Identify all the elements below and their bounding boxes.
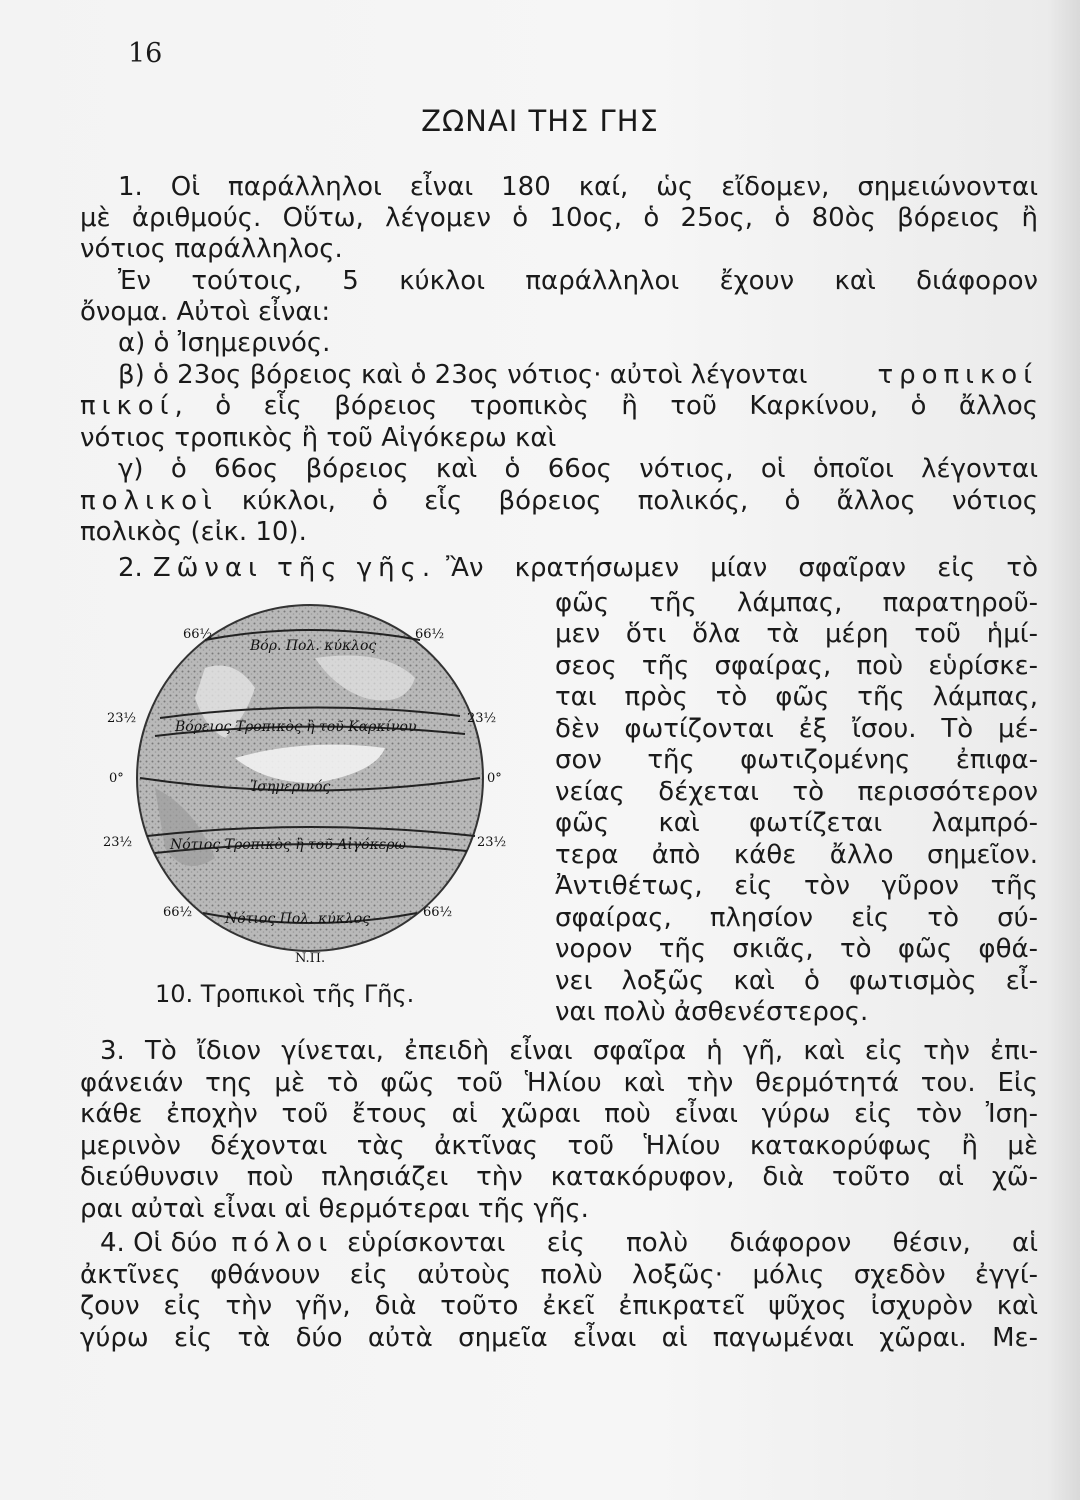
text-line: ὄνομα. Αὐτοὶ εἶναι:: [80, 297, 331, 327]
text-line: τερα ἀπὸ κάθε ἄλλο σημεῖον.: [555, 840, 1038, 870]
text-line: 3. Τὸ ἴδιον γίνεται, ἐπειδὴ εἶναι σφαῖρα ἡ γῆ, καὶ εἰς τὴν ἐπι-: [100, 1036, 1038, 1066]
text-line: μερινὸν δέχονται τὰς ἀκτῖνας τοῦ Ἡλίου κατακορύφως ἢ μὲ: [80, 1131, 1038, 1161]
spaced-term: πικοί: [80, 391, 175, 421]
text-line: δὲν φωτίζονται ἐξ ἴσου. Τὸ μέ-: [555, 714, 1038, 744]
text-line: [80, 486, 1038, 516]
lat-label: 23½: [467, 711, 497, 726]
text-line: νείας δέχεται τὸ περισσότερον: [555, 777, 1038, 807]
text-line: γύρω εἰς τὰ δύο αὐτὰ σημεῖα εἶναι αἱ παγωμέναι χῶραι. Με-: [80, 1323, 1038, 1353]
text-span: β) ὁ 23ος βόρειος καὶ ὁ 23ος νότιος· αὐτοὶ λέγονται: [118, 360, 808, 390]
text-line: φῶς καὶ φωτίζεται λαμπρό-: [555, 808, 1038, 838]
text-line: 1. Οἱ παράλληλοι εἶναι 180 καί, ὡς εἴδομεν, σημειώνονται: [118, 172, 1038, 202]
text-line: σον τῆς φωτιζομένης ἐπιφα-: [555, 745, 1038, 775]
text-line: νορον τῆς σκιᾶς, τὸ φῶς φθά-: [555, 934, 1038, 964]
spaced-term: πολικοὶ: [80, 486, 218, 516]
lat-label: 0°: [109, 771, 124, 786]
globe-figure: [85, 598, 535, 968]
lat-label: 23½: [103, 835, 133, 850]
text-line: νότιος τροπικὸς ἢ τοῦ Αἰγόκερω καὶ: [80, 423, 557, 453]
lat-label: 0°: [487, 771, 502, 786]
text-line: ναι πολὺ ἀσθενέστερος.: [555, 997, 869, 1027]
text-line: [80, 391, 1038, 421]
text-line: ραι αὐταὶ εἶναι αἱ θερμότεραι τῆς γῆς.: [80, 1194, 589, 1224]
text-line: μεν ὅτι ὅλα τὰ μέρη τοῦ ἡμί-: [555, 619, 1038, 649]
text-line: γ) ὁ 66ος βόρειος καὶ ὁ 66ος νότιος, οἱ ὁποῖοι λέγονται: [118, 454, 1038, 484]
section-heading: Ζῶναι τῆς γῆς.: [152, 553, 437, 583]
text-line: νότιος παράλληλος.: [80, 234, 343, 264]
text-span: 4. Οἱ δύο: [100, 1228, 218, 1258]
text-span: , ὁ εἷς βόρειος τροπικὸς ἢ τοῦ Καρκίνου, ὁ ἄλλος: [174, 391, 1038, 421]
text-line: σφαίρας, πλησίον εἰς τὸ σύ-: [555, 903, 1038, 933]
text-line: ἀκτῖνες φθάνουν εἰς αὐτοὺς πολὺ λοξῶς· μόλις σχεδὸν ἐγγί-: [80, 1260, 1038, 1290]
text-line: φάνειάν της μὲ τὸ φῶς τοῦ Ἡλίου καὶ τὴν θερμότητά του. Εἰς: [80, 1068, 1038, 1098]
text-span: κύκλοι, ὁ εἷς βόρειος πολικός, ὁ ἄλλος νότιος: [241, 486, 1038, 516]
text-span: εὑρίσκονται εἰς πολὺ διάφορον θέσιν, αἱ: [347, 1228, 1038, 1258]
text-line: Ἀντιθέτως, εἰς τὸν γῦρον τῆς: [555, 871, 1038, 901]
zone-label: Βόρ. Πολ. κύκλος: [250, 638, 377, 654]
figure-caption: 10. Τροπικοὶ τῆς Γῆς.: [155, 980, 415, 1008]
text-span: Ἂν κρατήσωμεν μίαν σφαῖραν εἰς τὸ: [446, 553, 1038, 583]
lat-label: 66½: [183, 627, 213, 642]
text-line: [118, 360, 1038, 390]
lat-label: N.Π.: [295, 951, 326, 966]
lat-label: 66½: [415, 627, 445, 642]
text-line: ζουν εἰς τὴν γῆν, διὰ τοῦτο ἐκεῖ ἐπικρατεῖ ψῦχος ἰσχυρὸν καὶ: [80, 1291, 1038, 1321]
zone-label: Βόρειος Τροπικὸς ἢ τοῦ Καρκίνου: [175, 719, 417, 735]
text-line: φῶς τῆς λάμπας, παρατηροῦ-: [555, 588, 1038, 618]
text-line: διεύθυνσιν ποὺ πλησιάζει τὴν κατακόρυφον, διὰ τοῦτο αἱ χῶ-: [80, 1162, 1038, 1192]
globe-illustration: [85, 598, 535, 968]
section-heading-line: [118, 553, 1038, 583]
text-line: σεος τῆς σφαίρας, ποὺ εὑρίσκε-: [555, 651, 1038, 681]
text-line: ται πρὸς τὸ φῶς τῆς λάμπας,: [555, 682, 1038, 712]
spaced-term: πόλοι: [231, 1228, 334, 1258]
lat-label: 23½: [107, 711, 137, 726]
chapter-title: ΖΩΝΑΙ ΤΗΣ ΓΗΣ: [421, 104, 659, 138]
text-line: [100, 1228, 1038, 1258]
zone-label: Ἰσημερινός: [250, 779, 331, 795]
text-line: Ἐν τούτοις, 5 κύκλοι παράλληλοι ἔχουν καὶ διάφορον: [118, 266, 1038, 296]
zone-label: Νότιος Τροπικὸς ἢ τοῦ Αἰγόκερω: [170, 837, 406, 853]
text-line: α) ὁ Ἰσημερινός.: [118, 328, 331, 358]
zone-label: Νότιος Πολ. κύκλος: [225, 911, 371, 927]
spaced-term: τροπικοί: [877, 360, 1038, 390]
section-number: 2.: [118, 553, 143, 583]
text-line: πολικὸς (εἰκ. 10).: [80, 517, 307, 547]
lat-label: 66½: [423, 905, 453, 920]
text-line: κάθε ἐποχὴν τοῦ ἔτους αἱ χῶραι ποὺ εἶναι γύρω εἰς τὸν Ἰση-: [80, 1099, 1038, 1129]
lat-label: 23½: [477, 835, 507, 850]
text-line: μὲ ἀριθμούς. Οὕτω, λέγομεν ὁ 10ος, ὁ 25ος, ὁ 80ὸς βόρειος ἢ: [80, 203, 1038, 233]
lat-label: 66½: [163, 905, 193, 920]
page-number: 16: [128, 38, 163, 69]
text-line: νει λοξῶς καὶ ὁ φωτισμὸς εἶ-: [555, 966, 1038, 996]
